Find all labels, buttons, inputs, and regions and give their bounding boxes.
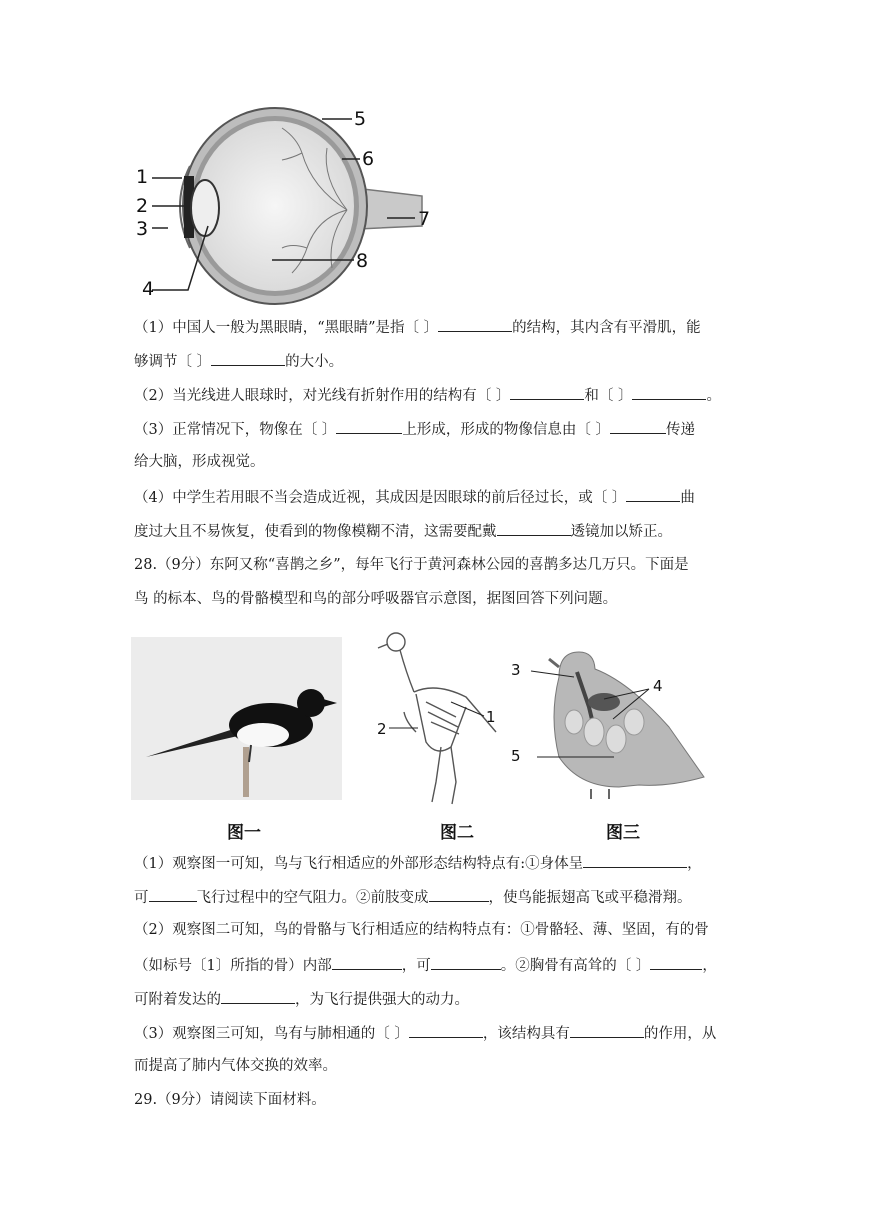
answer-blank[interactable] bbox=[583, 852, 687, 868]
q28-p1-line1: （1）观察图一可知，鸟与飞行相适应的外部形态结构特点有:①身体呈 ， bbox=[134, 852, 744, 874]
eye-label-5: 5 bbox=[354, 108, 367, 130]
q27-p4-line2: 度过大且不易恢复，使看到的物像模糊不清，这需要配戴 透镜加以矫正。 bbox=[134, 520, 744, 542]
fig2-label-2: 2 bbox=[377, 720, 387, 738]
answer-blank[interactable] bbox=[632, 384, 706, 400]
eye-label-8: 8 bbox=[356, 250, 369, 272]
eye-label-7: 7 bbox=[418, 208, 431, 230]
answer-blank[interactable] bbox=[409, 1022, 483, 1038]
eye-label-2: 2 bbox=[136, 195, 149, 217]
fig2-label-1: 1 bbox=[486, 708, 496, 726]
q28-intro-line1: 28.（9分）东阿又称“喜鹊之乡”，每年飞行于黄河森林公园的喜鹊多达几万只。下面是 bbox=[134, 557, 689, 573]
fig3-label-3: 3 bbox=[511, 661, 521, 679]
eye-label-3: 3 bbox=[136, 218, 149, 240]
answer-blank[interactable] bbox=[610, 418, 666, 434]
fig3-label-4: 4 bbox=[653, 677, 663, 695]
q27-p3-line2: 给大脑，形成视觉。 bbox=[134, 454, 265, 470]
q28-p2-line1: （2）观察图二可知，鸟的骨骼与飞行相适应的结构特点有：①骨骼轻、薄、坚固，有的骨 bbox=[134, 922, 709, 938]
q29-intro: 29.（9分）请阅读下面材料。 bbox=[134, 1092, 326, 1108]
bird-respiratory-diagram bbox=[511, 637, 705, 807]
q28-p3-line1: （3）观察图三可知，鸟有与肺相通的〔 〕 ，该结构具有 的作用，从 bbox=[134, 1022, 744, 1044]
eye-diagram bbox=[132, 98, 442, 308]
q28-p2-line2: （如标号〔1〕所指的骨）内部 ，可 。②胸骨有高耸的〔 〕 ， bbox=[134, 954, 744, 976]
fig1-caption: 图一 bbox=[227, 823, 261, 843]
answer-blank[interactable] bbox=[149, 886, 197, 902]
answer-blank[interactable] bbox=[211, 350, 285, 366]
q28-p3-line2: 而提高了肺内气体交换的效率。 bbox=[134, 1058, 337, 1074]
bird-figures bbox=[131, 622, 705, 844]
answer-blank[interactable] bbox=[429, 886, 489, 902]
answer-blank[interactable] bbox=[221, 988, 295, 1004]
eye-label-4: 4 bbox=[142, 278, 155, 300]
answer-blank[interactable] bbox=[497, 520, 571, 536]
answer-blank[interactable] bbox=[336, 418, 402, 434]
answer-blank[interactable] bbox=[332, 954, 402, 970]
magpie-photo bbox=[131, 637, 342, 800]
eye-drawing bbox=[132, 98, 442, 308]
q27-p3-line1: （3）正常情况下，物像在〔 〕 上形成，形成的物像信息由〔 〕 传递 bbox=[134, 418, 744, 440]
answer-blank[interactable] bbox=[510, 384, 584, 400]
q27-p2: （2）当光线进人眼球时，对光线有折射作用的结构有〔 〕 和〔 〕 。 bbox=[134, 384, 744, 406]
answer-blank[interactable] bbox=[438, 316, 512, 332]
q27-p4-line1: （4）中学生若用眼不当会造成近视，其成因是因眼球的前后径过长，或〔 〕 曲 bbox=[134, 486, 744, 508]
fig2-caption: 图二 bbox=[440, 823, 474, 843]
answer-blank[interactable] bbox=[431, 954, 501, 970]
answer-blank[interactable] bbox=[650, 954, 702, 970]
bird-skeleton-model bbox=[356, 622, 516, 822]
fig3-label-5: 5 bbox=[511, 747, 521, 765]
eye-label-6: 6 bbox=[362, 148, 375, 170]
q27-p1-line2: 够调节〔 〕 的大小。 bbox=[134, 350, 744, 372]
answer-blank[interactable] bbox=[626, 486, 680, 502]
fig3-caption: 图三 bbox=[606, 823, 640, 843]
q28-p2-line3: 可附着发达的 ，为飞行提供强大的动力。 bbox=[134, 988, 744, 1010]
answer-blank[interactable] bbox=[570, 1022, 644, 1038]
q27-p1-line1: （1）中国人一般为黑眼睛，“黑眼睛”是指〔 〕 的结构，其内含有平滑肌，能 bbox=[134, 316, 744, 338]
eye-label-1: 1 bbox=[136, 166, 149, 188]
q28-intro-line2: 鸟 的标本、鸟的骨骼模型和鸟的部分呼吸器官示意图，据图回答下列问题。 bbox=[134, 591, 618, 607]
q28-p1-line2: 可 飞行过程中的空气阻力。②前肢变成 ，使鸟能振翅高飞或平稳滑翔。 bbox=[134, 886, 744, 908]
